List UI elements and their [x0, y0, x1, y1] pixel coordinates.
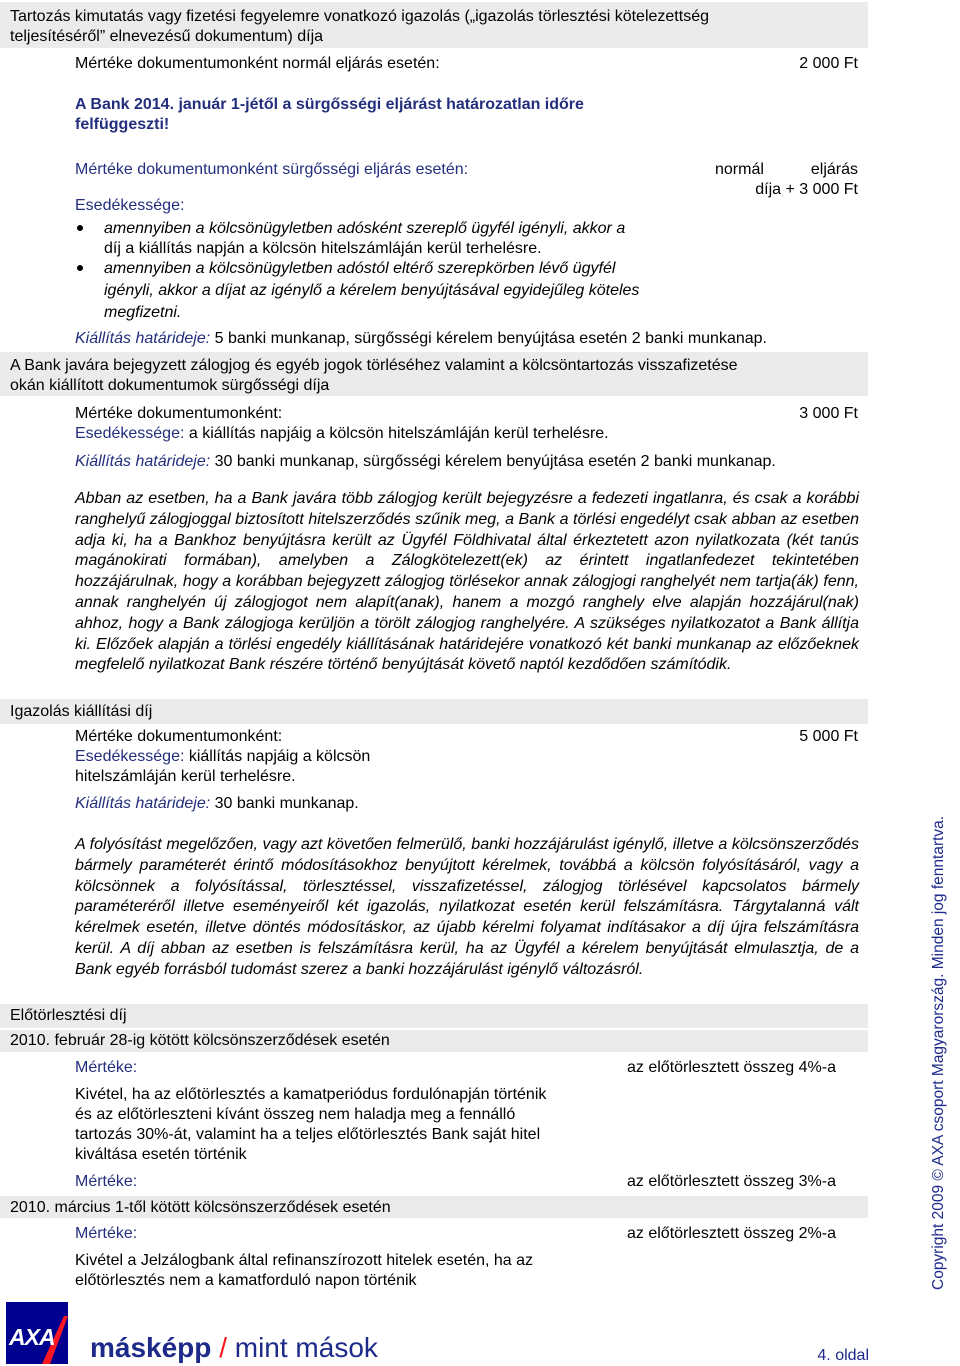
- bullet-icon: [77, 265, 83, 271]
- section-title: Előtörlesztési díj: [10, 1007, 127, 1024]
- bullet-text-cont: igényli, akkor a díjat az igénylő a kérelem benyújtásával egyidejűleg köteles: [104, 282, 640, 299]
- deadline-label: Kiállítás határideje:: [75, 795, 211, 812]
- deadline-line: [75, 452, 776, 472]
- fee-label: Mértéke dokumentumonként:: [75, 728, 283, 745]
- due-text: a kiállítás napjáig a kölcsön hitelszámláján kerül terhelésre.: [184, 425, 609, 442]
- exception-text-cont: tartozás 30%-át, valamint ha a teljes előtörlesztés Bank saját hitel: [75, 1126, 541, 1143]
- bullet-text: amennyiben a kölcsönügyletben adóstól eltérő szerepkörben lévő ügyfél: [104, 260, 616, 277]
- axa-logo-text: AXA: [9, 1324, 55, 1350]
- slogan-strong: másképp: [90, 1332, 212, 1363]
- note-paragraph: Abban az esetben, ha a Bank javára több zálogjog került bejegyzésre a fedezeti ingatlanra, és csak a korábbi ranghelyű zálogjoggal biztosított hitelszerződés szűnik meg, a Bank a törlési engedélyt csak abban az esetben adja ki, ha a Bankhoz benyújtásra került az Ügyfél Földhivatal által érkeztetett azon nyilatkozata (két tanús magánokirati formában), amelyben a Zálogkötelezett(ek) az érintett ingatlanfedezet tekintetében hozzájárulnak, hogy a korábban bejegyzett zálogjog törlésekor annak zálogjogi ranghelyét nem tartja(ák) fenn, annak ranghelyén új zálogjogot nem alapít(anak), hanem a mozgó ranghely elve alapján hozzájárul(nak) ahhoz, hogy a Bank zálogjoga kerüljön a törölt zálogjog ranghelyére. A szükséges nyilatkozatot a Bank állítja ki. Előzőek alapján a törlési engedély kiállításának határidejére vonatkozó két banki munkanap az előzőeknek megfelelő nyilatkozat Bank részére történő benyújtását követő naptól kezdődően számítódik.: [75, 490, 859, 674]
- section-title: Tartozás kimutatás vagy fizetési fegyelemre vonatkozó igazolás („igazolás törlesztési kötelezettség: [10, 8, 709, 25]
- deadline-line: [75, 794, 359, 814]
- slogan-light: mint mások: [234, 1332, 378, 1363]
- deadline-text: 30 banki munkanap, sürgősségi kérelem benyújtása esetén 2 banki munkanap.: [210, 453, 776, 470]
- copyright-notice: Copyright 2009 © AXA csoport Magyarország. Minden jog fenntartva.: [930, 815, 947, 1290]
- section-title-cont: okán kiállított dokumentumok sürgősségi díja: [10, 377, 330, 394]
- page-number: 4. oldal: [817, 1347, 869, 1364]
- suspension-notice: A Bank 2014. január 1-jétől a sürgősségi eljárást határozatlan időre: [75, 96, 584, 113]
- exception-text: Kivétel a Jelzálogbank által refinanszírozott hitelek esetén, ha az: [75, 1252, 534, 1269]
- urgent-fee-label: Mértéke dokumentumonként sürgősségi eljárás esetén:: [75, 161, 469, 178]
- deadline-label: Kiállítás határideje:: [75, 453, 211, 470]
- rate-value: az előtörlesztett összeg 2%-a: [627, 1225, 836, 1242]
- exception-text-cont: kiváltása esetén történik: [75, 1146, 247, 1163]
- rate-label: Mértéke:: [75, 1225, 138, 1242]
- bullet-icon: [77, 225, 83, 231]
- subsection-title: 2010. március 1-től kötött kölcsönszerződések esetén: [10, 1199, 391, 1216]
- due-text: kiállítás napjáig a kölcsön: [184, 748, 371, 765]
- due-label: Esedékessége:: [75, 425, 185, 442]
- due-text-cont: hitelszámláján kerül terhelésre.: [75, 768, 296, 785]
- bullet-text: amennyiben a kölcsönügyletben adósként szereplő ügyfél igényli, akkor a: [104, 220, 626, 237]
- exception-text-cont: és az előtörleszteni kívánt összeg nem haladja meg a fennálló: [75, 1106, 516, 1123]
- slogan-separator: /: [219, 1332, 227, 1363]
- due-line: [75, 424, 609, 444]
- rate-value: az előtörlesztett összeg 3%-a: [627, 1173, 836, 1190]
- subsection-title: 2010. február 28-ig kötött kölcsönszerződések esetén: [10, 1032, 390, 1049]
- bullet-text-cont: díj a kiállítás napján a kölcsön hitelszámláján kerül terhelésre.: [104, 240, 542, 257]
- fee-label: Mértéke dokumentumonként:: [75, 405, 283, 422]
- due-line: [75, 747, 370, 767]
- rate-label: Mértéke:: [75, 1173, 138, 1190]
- exception-text: Kivétel, ha az előtörlesztés a kamatperiódus fordulónapján történik: [75, 1086, 547, 1103]
- due-label: Esedékessége:: [75, 748, 185, 765]
- deadline-text: 30 banki munkanap.: [210, 795, 359, 812]
- slogan: [90, 1332, 378, 1364]
- deadline-line: [75, 329, 767, 349]
- section-title-cont: teljesítéséről” elnevezésű dokumentum) díja: [10, 28, 324, 45]
- fee-value: 5 000 Ft: [799, 728, 858, 745]
- suspension-notice-cont: felfüggeszti!: [75, 116, 170, 133]
- fee-value: 2 000 Ft: [799, 55, 858, 72]
- note-paragraph: A folyósítást megelőzően, vagy azt követően felmerülő, banki hozzájárulást igénylő, illetve a kölcsönszerződés bármely paraméterét érintő módosításokhoz benyújtott kérelmek, továbbá a kölcsön folyósításáról, vagy a kölcsönnek a folyósítással, törlesztéssel, visszafizetéssel, zálogjog törlésével kapcsolatos bármely paraméteréről illetve eseményeiről két igazolás, nyilatkozat esetén kerül felszámításra. Tárgytalanná vált kérelmek esetén, illetve döntés módosításkor, az újabb kérelmi folyamat indításakor a díj újra felszámításra kerül. A díj abban az esetben is felszámításra kerül, ha az Ügyfél a kérelem benyújtását elmulasztja, de a Bank egyéb forrásból tudomást szerez a banki hozzájárulást igénylő változásról.: [75, 836, 859, 978]
- urgent-fee-value: normál: [715, 161, 764, 178]
- deadline-label: Kiállítás határideje:: [75, 330, 211, 347]
- due-label: Esedékessége:: [75, 197, 185, 214]
- urgent-fee-value-word: eljárás: [810, 161, 858, 178]
- fee-value: 3 000 Ft: [799, 405, 858, 422]
- urgent-fee-value-cont: díja + 3 000 Ft: [755, 181, 858, 198]
- bullet-text-cont: megfizetni.: [104, 304, 182, 321]
- fee-label: Mértéke dokumentumonként normál eljárás esetén:: [75, 55, 440, 72]
- rate-label: Mértéke:: [75, 1059, 138, 1076]
- section-title: A Bank javára bejegyzett zálogjog és egyéb jogok törléséhez valamint a kölcsöntartozás visszafizetése: [10, 357, 738, 374]
- axa-logo: [6, 1302, 68, 1364]
- deadline-text: 5 banki munkanap, sürgősségi kérelem benyújtása esetén 2 banki munkanap.: [210, 330, 767, 347]
- section-title: Igazolás kiállítási díj: [10, 703, 153, 720]
- exception-text-cont: előtörlesztés nem a kamatforduló napon történik: [75, 1272, 417, 1289]
- section-header-bg: [0, 1004, 868, 1028]
- rate-value: az előtörlesztett összeg 4%-a: [627, 1059, 836, 1076]
